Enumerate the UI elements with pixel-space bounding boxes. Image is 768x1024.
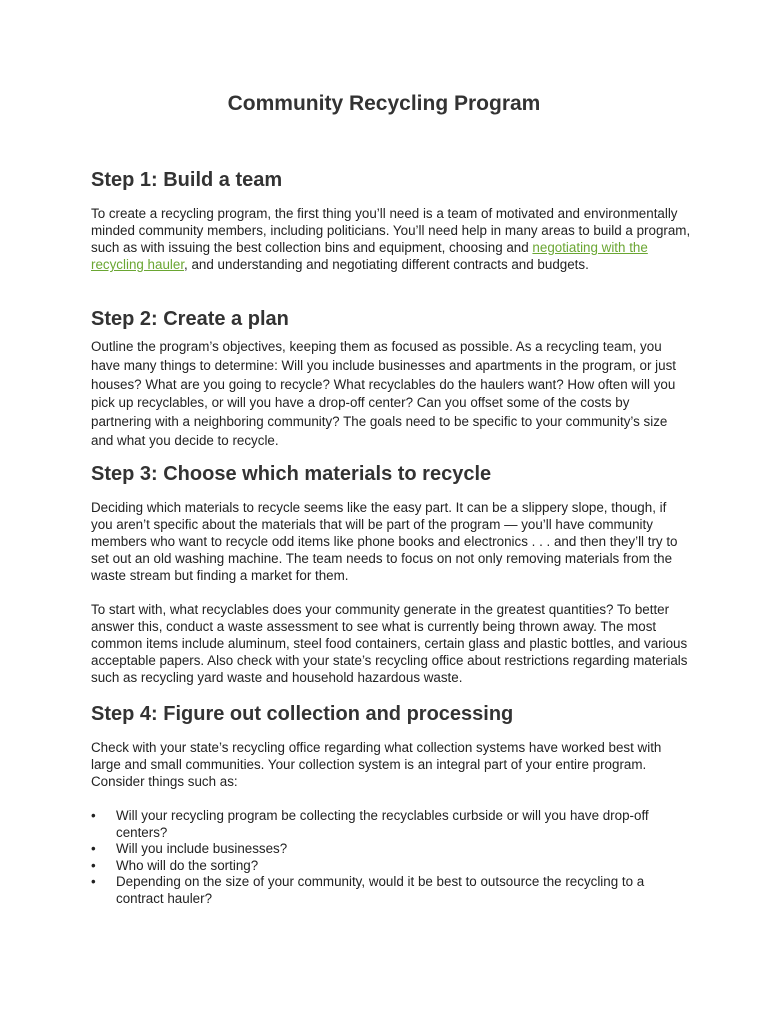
recycling-hauler-link[interactable]: negotiating with the recycling hauler (91, 240, 648, 272)
step1-heading: Step 1: Build a team (91, 169, 283, 191)
step3-paragraph-2: To start with, what recyclables does your community generate in the greatest quantities? To better answer this, conduct a waste assessment to see what is currently being thrown away. The most common items include aluminum, steel food containers, certain glass and plastic bottles, and various acceptable papers. Also check with your state’s recycling office about restrictions regarding materials such as recycling yard waste and household hazardous waste. (91, 602, 688, 685)
collection-considerations-list (91, 808, 691, 907)
step1-text-after-link: , and understanding and negotiating different contracts and budgets. (184, 257, 589, 272)
list-item: • Will your recycling program be collecting the recyclables curbside or will you have drop-off centers? (91, 808, 691, 841)
step4-intro: Check with your state’s recycling office regarding what collection systems have worked best with large and small communities. Your collection system is an integral part of your entire program. Consider things such as: (91, 740, 662, 789)
step2-heading: Step 2: Create a plan (91, 308, 289, 330)
step1-paragraph (91, 205, 691, 273)
document-title: Community Recycling Program (227, 92, 541, 115)
list-item: • Will you include businesses? (91, 841, 691, 858)
step3-paragraph-1: Deciding which materials to recycle seems like the easy part. It can be a slippery slope, though, if you aren’t specific about the materials that will be part of the program — you’ll have community members who want to recycle odd items like phone books and electronics . . . and then they’ll try to set out an old washing machine. The team needs to focus on not only removing materials from the waste stream but finding a market for them. (91, 500, 678, 583)
step4-heading: Step 4: Figure out collection and processing (91, 703, 514, 725)
step3-heading: Step 3: Choose which materials to recycle (91, 463, 492, 485)
list-item: • Depending on the size of your community, would it be best to outsource the recycling to a contract hauler? (91, 874, 691, 907)
step2-paragraph: Outline the program’s objectives, keeping them as focused as possible. As a recycling team, you have many things to determine: Will you include businesses and apartments in the program, or just houses? What are you going to recycle? What recyclables do the haulers want? How often will you pick up recyclables, or will you have a drop-off center? Can you offset some of the costs by partnering with a neighboring community? The goals need to be specific to your community’s size and what you decide to recycle. (91, 339, 677, 448)
step1-text-before-link: To create a recycling program, the first thing you’ll need is a team of motivated and environmentally minded community members, including politicians. You’ll need help in many areas to build a program, such as with issuing the best collection bins and equipment, choosing and (91, 206, 691, 255)
list-item: • Who will do the sorting? (91, 858, 691, 875)
